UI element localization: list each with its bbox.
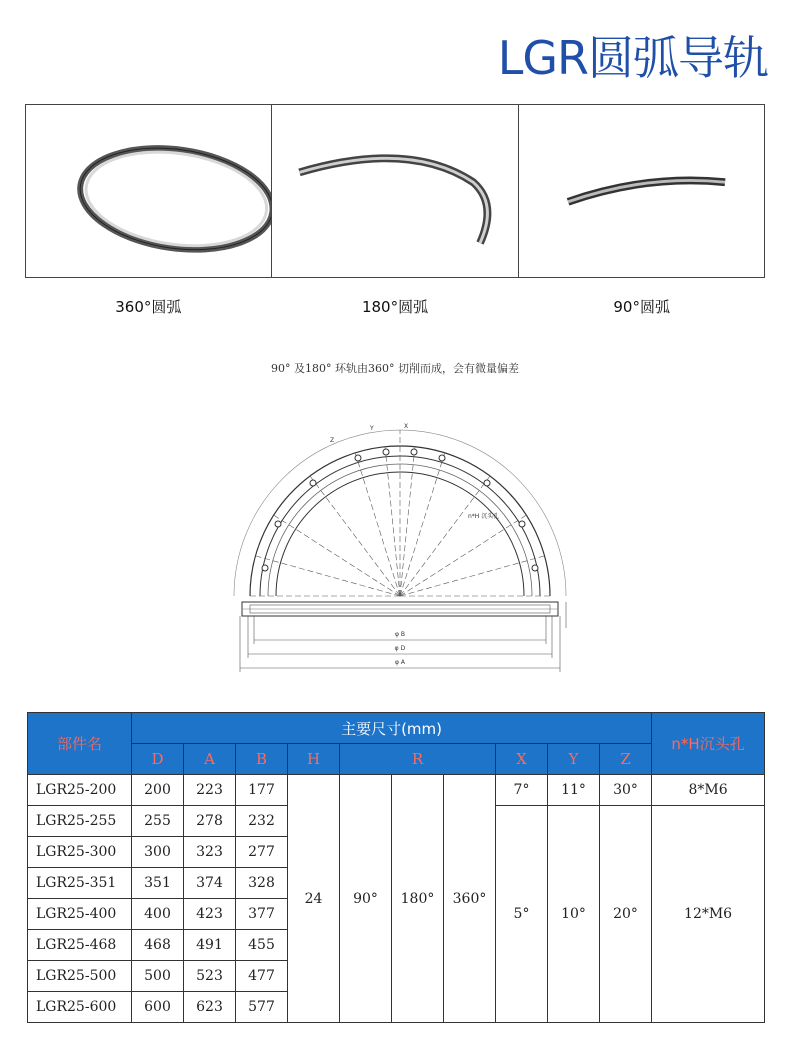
y-cell: 11° bbox=[548, 775, 600, 806]
header-r: R bbox=[340, 744, 496, 775]
h-cell: 24 bbox=[288, 775, 340, 1023]
header-holes: n*H沉头孔 bbox=[652, 713, 765, 775]
a-cell: 523 bbox=[184, 961, 236, 992]
d-cell: 500 bbox=[132, 961, 184, 992]
table-row bbox=[28, 775, 765, 806]
z-cell: 30° bbox=[600, 775, 652, 806]
b-cell: 232 bbox=[236, 806, 288, 837]
header-x: X bbox=[496, 744, 548, 775]
dim-y: Y bbox=[370, 425, 374, 432]
photo-180-arc bbox=[272, 105, 518, 277]
b-cell: 477 bbox=[236, 961, 288, 992]
model-cell: LGR25-400 bbox=[28, 899, 132, 930]
page-title: LGR圆弧导轨 bbox=[497, 31, 768, 85]
dim-phi-d: φ D bbox=[394, 645, 406, 652]
photo-90-arc bbox=[519, 105, 764, 277]
dim-x: X bbox=[404, 423, 409, 430]
header-y: Y bbox=[548, 744, 600, 775]
caption-90: 90°圆弧 bbox=[613, 298, 670, 316]
a-cell: 323 bbox=[184, 837, 236, 868]
model-cell: LGR25-468 bbox=[28, 930, 132, 961]
header-a: A bbox=[184, 744, 236, 775]
a-cell: 223 bbox=[184, 775, 236, 806]
r-90-cell: 90° bbox=[340, 775, 392, 1023]
header-z: Z bbox=[600, 744, 652, 775]
a-cell: 423 bbox=[184, 899, 236, 930]
ring-180-image bbox=[272, 105, 517, 277]
header-part-name: 部件名 bbox=[28, 713, 132, 775]
model-cell: LGR25-255 bbox=[28, 806, 132, 837]
y-cell-group: 10° bbox=[548, 806, 600, 1023]
model-cell: LGR25-500 bbox=[28, 961, 132, 992]
header-d: D bbox=[132, 744, 184, 775]
b-cell: 377 bbox=[236, 899, 288, 930]
b-cell: 177 bbox=[236, 775, 288, 806]
a-cell: 278 bbox=[184, 806, 236, 837]
b-cell: 455 bbox=[236, 930, 288, 961]
photo-360-arc bbox=[26, 105, 272, 277]
model-cell: LGR25-600 bbox=[28, 992, 132, 1023]
x-cell-group: 5° bbox=[496, 806, 548, 1023]
dim-z: Z bbox=[330, 437, 335, 444]
header-b: B bbox=[236, 744, 288, 775]
dim-phi-b: φ B bbox=[395, 631, 405, 638]
d-cell: 468 bbox=[132, 930, 184, 961]
d-cell: 600 bbox=[132, 992, 184, 1023]
hole-callout: n*H 沉头孔 bbox=[468, 513, 500, 520]
model-cell: LGR25-351 bbox=[28, 868, 132, 899]
model-cell: LGR25-300 bbox=[28, 837, 132, 868]
photo-captions bbox=[25, 296, 765, 317]
d-cell: 351 bbox=[132, 868, 184, 899]
a-cell: 623 bbox=[184, 992, 236, 1023]
dim-phi-a: φ A bbox=[395, 659, 405, 666]
technical-drawing bbox=[220, 418, 580, 680]
b-cell: 328 bbox=[236, 868, 288, 899]
holes-cell: 8*M6 bbox=[652, 775, 765, 806]
b-cell: 577 bbox=[236, 992, 288, 1023]
d-cell: 255 bbox=[132, 806, 184, 837]
spec-table bbox=[27, 712, 765, 1023]
model-cell: LGR25-200 bbox=[28, 775, 132, 806]
x-cell: 7° bbox=[496, 775, 548, 806]
header-main-dims: 主要尺寸(mm) bbox=[132, 713, 652, 744]
caption-360: 360°圆弧 bbox=[115, 298, 182, 316]
header-h: H bbox=[288, 744, 340, 775]
z-cell-group: 20° bbox=[600, 806, 652, 1023]
photo-gallery bbox=[25, 104, 765, 278]
d-cell: 400 bbox=[132, 899, 184, 930]
d-cell: 300 bbox=[132, 837, 184, 868]
tolerance-note: 90° 及180° 环轨由360° 切削而成，会有微量偏差 bbox=[271, 362, 519, 375]
b-cell: 277 bbox=[236, 837, 288, 868]
ring-360-image bbox=[26, 105, 271, 277]
d-cell: 200 bbox=[132, 775, 184, 806]
r-360-cell: 360° bbox=[444, 775, 496, 1023]
a-cell: 374 bbox=[184, 868, 236, 899]
caption-180: 180°圆弧 bbox=[361, 298, 429, 316]
a-cell: 491 bbox=[184, 930, 236, 961]
holes-cell-group: 12*M6 bbox=[652, 806, 765, 1023]
ring-90-image bbox=[519, 105, 764, 277]
r-180-cell: 180° bbox=[392, 775, 444, 1023]
